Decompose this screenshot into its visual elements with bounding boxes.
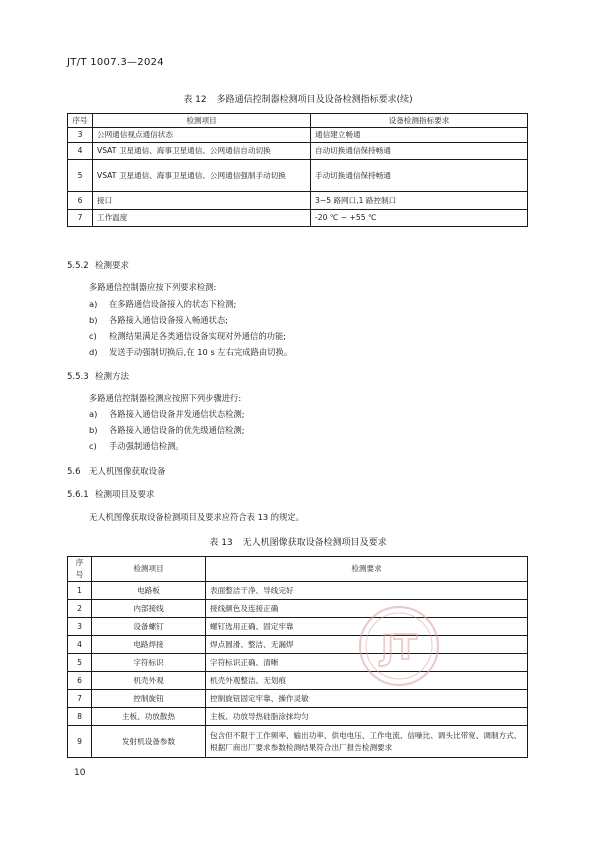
row-requirement: 焊点圆滑、整洁、无漏焊 (206, 636, 528, 654)
list-text: 各路接入通信设备接入畅通状态; (109, 315, 228, 325)
row-index: 6 (68, 192, 93, 210)
section-title: 无人机图像获取设备 (89, 467, 166, 477)
table-row (68, 143, 528, 160)
section-number: 5.6 (67, 467, 81, 477)
list-item (89, 298, 236, 310)
table-row (68, 128, 528, 143)
row-requirement: 表面整洁干净、导线完好 (206, 582, 528, 600)
row-index: 4 (68, 143, 93, 160)
table12-header-item: 检测项目 (93, 114, 311, 128)
table-row (68, 654, 528, 672)
list-marker: a) (89, 409, 98, 419)
table-row (68, 672, 528, 690)
table13-header-row (68, 557, 528, 582)
list-marker: b) (89, 425, 98, 435)
row-index: 8 (68, 708, 92, 726)
table12-caption-title: 多路通信控制器检测项目及设备检测指标要求(续) (216, 95, 413, 105)
section-5-6-heading (67, 465, 166, 477)
section-5-6-1-heading (67, 488, 155, 500)
section-5-5-2-heading (67, 259, 129, 271)
table-row (68, 636, 528, 654)
list-text: 各路接入通信设备并发通信状态检测; (109, 409, 245, 419)
row-index: 3 (68, 128, 93, 143)
table13 (67, 556, 528, 758)
row-requirement: 手动切换通信保持畅通 (311, 160, 528, 192)
section-5-5-3-heading (67, 370, 129, 382)
list-text: 发送手动强制切换后,在 10 s 左右完成路由切换。 (109, 347, 293, 357)
section-title: 检测要求 (95, 261, 130, 271)
list-item (89, 408, 245, 420)
row-item: 主板、功放散热 (92, 708, 206, 726)
section-5-5-2-intro: 多路通信控制器应按下列要求检测: (89, 282, 217, 292)
row-item: 工作温度 (93, 210, 311, 227)
row-index: 4 (68, 636, 92, 654)
row-item: 发射机设备参数 (92, 726, 206, 758)
table12-header-row (68, 114, 528, 128)
row-index: 2 (68, 600, 92, 618)
row-index: 3 (68, 618, 92, 636)
table-row (68, 708, 528, 726)
list-item (89, 314, 228, 326)
table-row (68, 192, 528, 210)
row-item: 字符标识 (92, 654, 206, 672)
table12-caption (0, 92, 596, 105)
standard-id: JT/T 1007.3—2024 (67, 57, 164, 68)
row-requirement: -20 ℃ ~ +55 ℃ (311, 210, 528, 227)
row-requirement: 控制旋钮固定牢靠、操作灵敏 (206, 690, 528, 708)
row-item: 电路板 (92, 582, 206, 600)
row-index: 7 (68, 210, 93, 227)
seal-text: JT (381, 628, 417, 668)
table-row (68, 690, 528, 708)
row-index: 9 (68, 726, 92, 758)
row-item: VSAT 卫星通信、海事卫星通信、公网通信自动切换 (93, 143, 311, 160)
page-number: 10 (74, 768, 86, 778)
table13-caption-number: 表 13 (209, 538, 233, 548)
row-requirement: 螺钉选用正确、固定牢靠 (206, 618, 528, 636)
row-item: 控制旋钮 (92, 690, 206, 708)
table-row (68, 210, 528, 227)
row-requirement: 通信建立畅通 (311, 128, 528, 143)
section-title: 检测方法 (95, 372, 130, 382)
table13-caption-title: 无人机图像获取设备检测项目及要求 (242, 538, 387, 548)
section-number: 5.6.1 (67, 490, 89, 500)
row-item: 机壳外观 (92, 672, 206, 690)
table-row (68, 618, 528, 636)
table13-header-index: 序号 (68, 557, 92, 582)
row-index: 5 (68, 654, 92, 672)
list-marker: c) (89, 331, 97, 341)
table-row (68, 582, 528, 600)
list-marker: d) (89, 347, 98, 357)
row-requirement: 3~5 路网口,1 路控制口 (311, 192, 528, 210)
table12 (67, 113, 528, 227)
row-index: 6 (68, 672, 92, 690)
row-requirement: 机壳外观整洁、无划痕 (206, 672, 528, 690)
list-marker: c) (89, 441, 97, 451)
row-item: 设备螺钉 (92, 618, 206, 636)
row-index: 1 (68, 582, 92, 600)
list-item (89, 346, 292, 358)
list-marker: b) (89, 315, 98, 325)
list-text: 在多路通信设备接入的状态下检测; (109, 299, 237, 309)
table12-caption-number: 表 12 (183, 95, 207, 105)
row-item: VSAT 卫星通信、海事卫星通信、公网通信强制手动切换 (93, 160, 311, 192)
section-number: 5.5.3 (67, 372, 89, 382)
section-5-6-1-intro: 无人机图像获取设备检测项目及要求应符合表 13 的规定。 (89, 512, 304, 522)
section-number: 5.5.2 (67, 261, 89, 271)
table13-caption (0, 535, 596, 548)
list-item (89, 440, 184, 452)
row-requirement: 包含但不限于工作频率、输出功率、供电电压、工作电流、信噪比、调头比带宽、调制方式、根据厂商出厂要求参数检测结果符合出厂报告检测要求 (206, 726, 528, 758)
row-item: 接口 (93, 192, 311, 210)
table12-header-requirement: 设备检测指标要求 (311, 114, 528, 128)
row-item: 公网通信视点通信状态 (93, 128, 311, 143)
row-item: 内部接线 (92, 600, 206, 618)
row-requirement: 主板、功放导热硅脂涂抹均匀 (206, 708, 528, 726)
row-index: 5 (68, 160, 93, 192)
list-text: 手动强制通信检测。 (109, 441, 184, 451)
list-text: 各路接入通信设备的优先级通信检测; (109, 425, 245, 435)
table-row (68, 600, 528, 618)
section-5-5-3-intro: 多路通信控制器检测应按照下列步骤进行: (89, 393, 242, 403)
list-text: 检测结果满足各类通信设备实现对外通信的功能; (109, 331, 287, 341)
table-row (68, 160, 528, 192)
row-item: 电路焊接 (92, 636, 206, 654)
list-item (89, 330, 286, 342)
row-requirement: 自动切换通信保持畅通 (311, 143, 528, 160)
row-requirement: 接线颜色及连接正确 (206, 600, 528, 618)
table-row (68, 726, 528, 758)
section-title: 检测项目及要求 (95, 490, 155, 500)
table12-header-index: 序号 (68, 114, 93, 128)
row-index: 7 (68, 690, 92, 708)
table13-header-item: 检测项目 (92, 557, 206, 582)
table13-header-requirement: 检测要求 (206, 557, 528, 582)
row-requirement: 字符标识正确、清晰 (206, 654, 528, 672)
jt-seal-watermark (357, 604, 441, 688)
list-marker: a) (89, 299, 98, 309)
list-item (89, 424, 245, 436)
